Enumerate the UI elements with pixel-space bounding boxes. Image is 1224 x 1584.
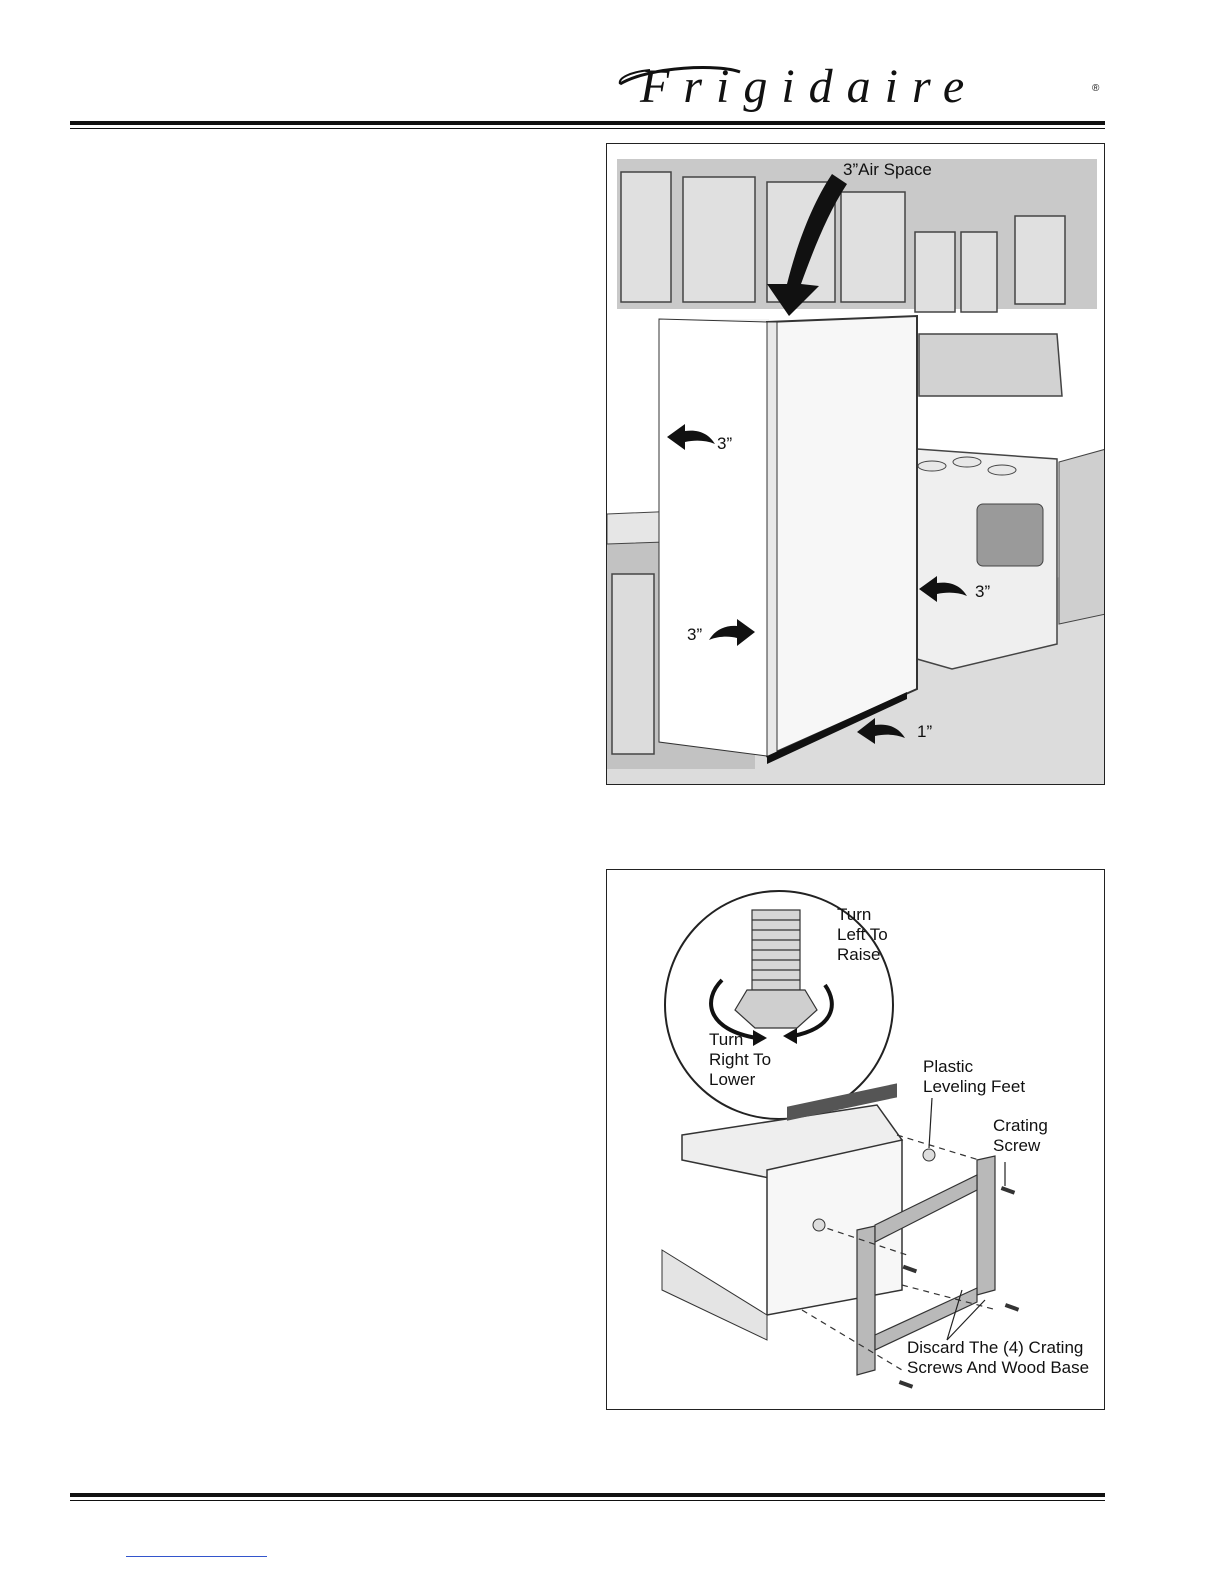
label-turn-right-line2: Right To — [709, 1050, 772, 1069]
frigidaire-logo-icon — [610, 58, 1110, 118]
label-back-clearance: 3” — [717, 434, 733, 453]
screw-icon-1 — [1001, 1186, 1016, 1195]
registered-mark: ® — [1092, 83, 1100, 94]
screw-icon-3 — [1005, 1303, 1020, 1312]
screw-icon-4 — [899, 1380, 914, 1389]
kitchen-illustration — [607, 144, 1105, 785]
label-turn-left-line3: Raise — [837, 945, 881, 964]
label-leveling-feet-line1: Plastic — [923, 1057, 974, 1076]
label-turn-left-line2: Left To — [837, 925, 888, 944]
label-bottom-clearance: 1” — [917, 722, 933, 741]
label-turn-right-line1: Turn — [709, 1030, 744, 1049]
brand-name: Frigidaire — [640, 60, 979, 113]
header-rule — [70, 121, 1105, 129]
label-discard-line2: Screws And Wood Base — [907, 1358, 1090, 1377]
label-turn-left-line1: Turn — [837, 905, 872, 924]
screw-icon-2 — [903, 1265, 918, 1274]
label-right-clearance: 3” — [975, 582, 991, 601]
label-discard-line1: Discard The (4) Crating — [907, 1338, 1084, 1357]
footer-link-underline[interactable] — [126, 1556, 267, 1557]
label-crating-screw-line2: Screw — [993, 1136, 1041, 1155]
clearance-figure — [606, 143, 1105, 785]
leveling-figure — [606, 869, 1105, 1410]
label-left-clearance: 3” — [687, 625, 703, 644]
footer-rule — [70, 1493, 1105, 1501]
label-turn-right-line3: Lower — [709, 1070, 756, 1089]
label-top-air-space: 3”Air Space — [843, 160, 932, 179]
leveling-foot-icon-1 — [923, 1149, 935, 1161]
label-crating-screw-line1: Crating — [993, 1116, 1048, 1135]
label-leveling-feet-line2: Leveling Feet — [923, 1077, 1026, 1096]
leveling-foot-icon-2 — [813, 1219, 825, 1231]
brand-logo — [610, 58, 1110, 118]
